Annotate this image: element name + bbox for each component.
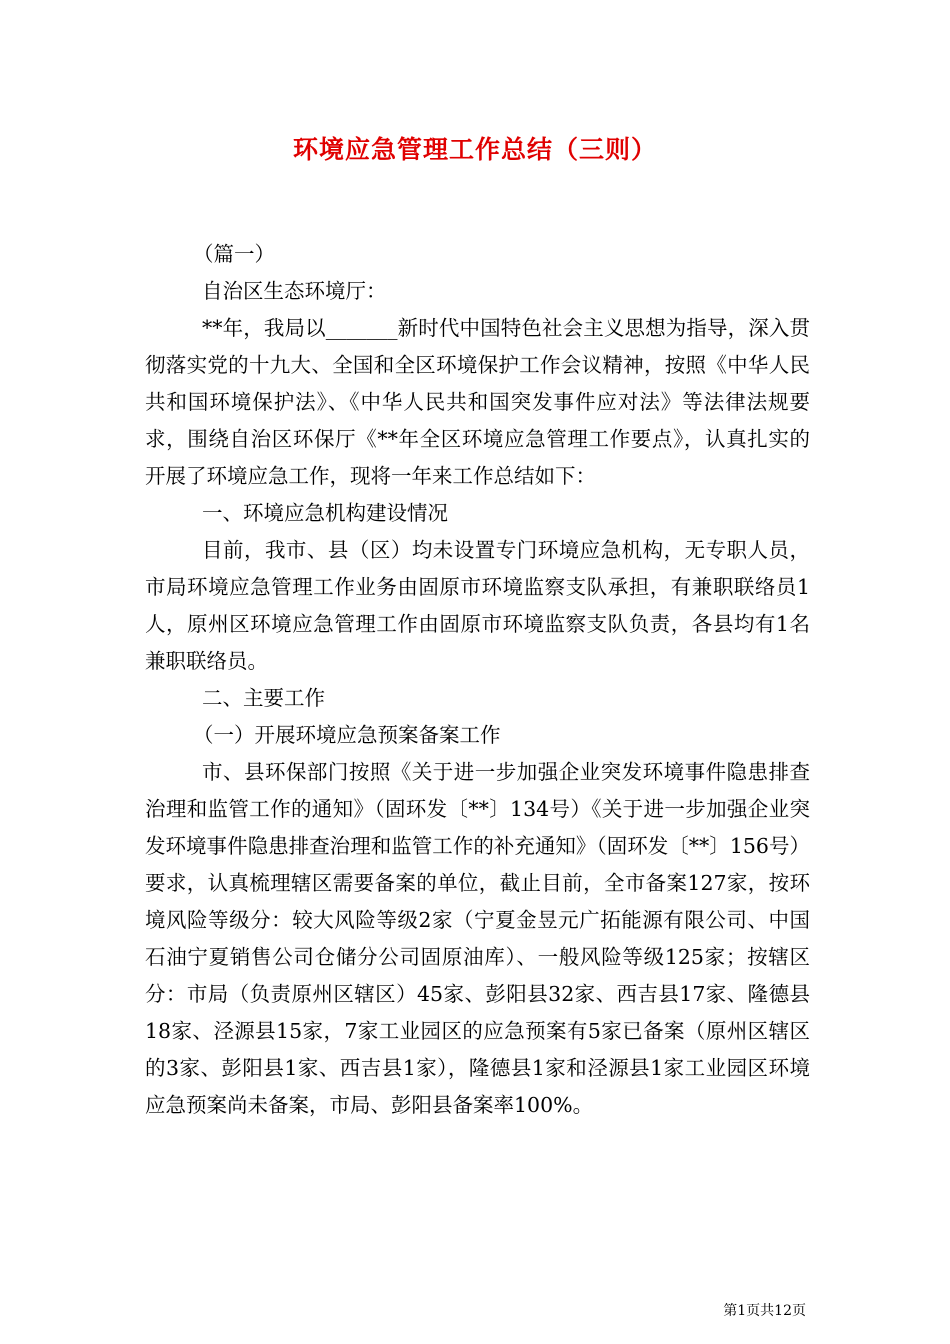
paragraph-filing: 市、县环保部门按照《关于进一步加强企业突发环境事件隐患排查治理和监管工作的通知》（固环发〔**〕134号）《关于进一步加强企业突发环境事件隐患排查治理和监管工作的补充通知》（固环发〔**〕156号）要求，认真梳理辖区需要备案的单位，截止目前，全市备案127家，按环境风险等级分：较大风险等级2家（宁夏金昱元广拓能源有限公司、中国石油宁夏销售公司仓储分公司固原油库）、一般风险等级125家；按辖区分：市局（负责原州区辖区）45家、彭阳县32家、西吉县17家、隆德县18家、泾源县15家，7家工业园区的应急预案有5家已备案（原州区辖区的3家、彭阳县1家、西吉县1家），隆德县1家和泾源县1家工业园区环境应急预案尚未备案，市局、彭阳县备案率100%。 bbox=[145, 760, 810, 1117]
section-label: （篇一） bbox=[193, 242, 275, 266]
document-body bbox=[145, 236, 810, 1124]
heading-1: 一、环境应急机构建设情况 bbox=[202, 501, 448, 525]
page-number: 第1页共12页 bbox=[723, 1303, 806, 1319]
heading-2: 二、主要工作 bbox=[202, 686, 325, 710]
paragraph-org: 目前，我市、县（区）均未设置专门环境应急机构，无专职人员，市局环境应急管理工作业务由固原市环境监察支队承担，有兼职联络员1人，原州区环境应急管理工作由固原市环境监察支队负责，各县均有1名兼职联络员。 bbox=[145, 538, 810, 673]
document-title: 环境应急管理工作总结（三则） bbox=[292, 135, 657, 164]
subheading-1: （一）开展环境应急预案备案工作 bbox=[193, 723, 501, 747]
intro-paragraph: **年，我局以_______新时代中国特色社会主义思想为指导，深入贯彻落实党的十九大、全国和全区环境保护工作会议精神，按照《中华人民共和国环境保护法》、《中华人民共和国突发事件应对法》等法律法规要求，围绕自治区环保厅《**年全区环境应急管理工作要点》，认真扎实的开展了环境应急工作，现将一年来工作总结如下： bbox=[145, 316, 810, 488]
salutation: 自治区生态环境厅： bbox=[202, 279, 387, 303]
